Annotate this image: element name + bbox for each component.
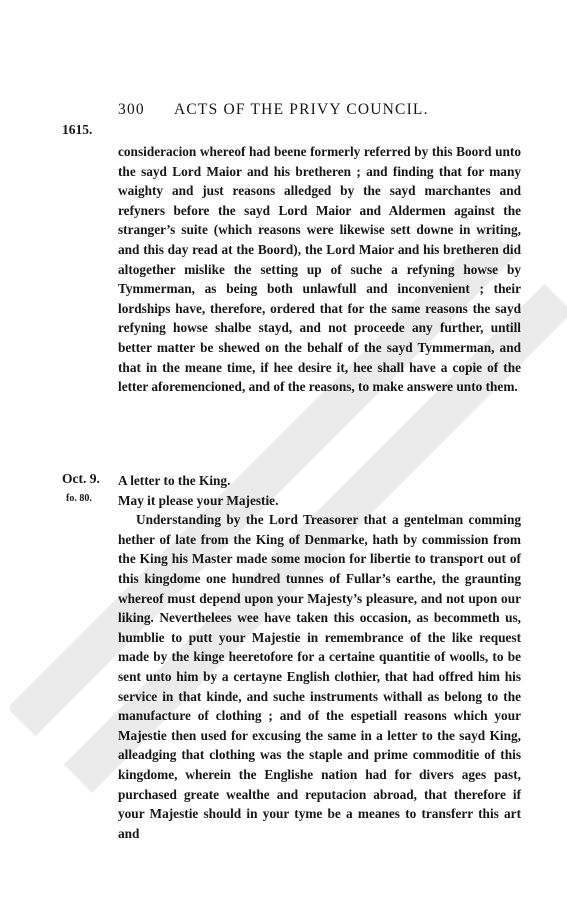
margin-year: 1615. [62, 122, 93, 137]
page-number: 300 [118, 101, 145, 118]
margin-date: Oct. 9. [62, 471, 100, 486]
margin-folio: fo. 80. [66, 493, 92, 504]
letter-heading: A letter to the King. [118, 473, 231, 488]
letter-salutation: May it please your Majestie. [118, 492, 279, 508]
letter-to-king [118, 471, 521, 843]
council-order-continuation [118, 142, 521, 397]
running-header [118, 101, 518, 119]
letter-body: Understanding by the Lord Treasorer that a gentelman comming hether of late from the King of Denmarke, hath by commission from the King his Master made some mocion for libertie to transport out of this kingdome one hundred tunnes of Fullar’s earthe, the graunting whereof must depend upon your Majesty’s pleasure, and not upon our liking. Neverthelees wee have taken this occasion, as becommeth us, humblie to putt your Majestie in remembrance of the like request made by the kinge heeretofore for a certaine quantitie of woolls, to be sent unto him by a certayne English clothier, that had offred him his service in that kinde, and suche instruments withall as belong to the manufacture of clothing ; and of the espetiall reasons which your Majestie then used for excusing the same in a letter to the sayd King, alleadging that clothing was the staple and prime commoditie of this kingdome, wherein the Englishe nation had for divers ages past, purchased greate wealthe and reputacion abroad, that therefore if your Majestie should in your tyme be a meanes to transferr this art and [118, 512, 521, 841]
running-title: ACTS OF THE PRIVY COUNCIL. [174, 101, 429, 118]
paragraph-order: consideracion whereof had beene formerly referred by this Boord unto the sayd Lord Maior and his bretheren ; and finding that for many waighty and just reasons alledged by the sayd marchantes and refyners before the sayd Lord Maior and Aldermen against the stranger’s suite (which reasons were likewise sett downe in writing, and this day read at the Boord), the Lord Maior and his bretheren did altogether mislike the setting up of suche a refyning howse by Tymmerman, as being both unlawfull and inconvenient ; their lordships have, therefore, ordered that for the same reasons the sayd refyning howse shalbe stayd, and not proceede any further, untill better matter be shewed on the behalf of the sayd Tymmerman, and that in the meane time, if hee desire it, hee shall have a copie of the letter aforemencioned, and of the reasons, to make answere unto them. [118, 144, 521, 395]
